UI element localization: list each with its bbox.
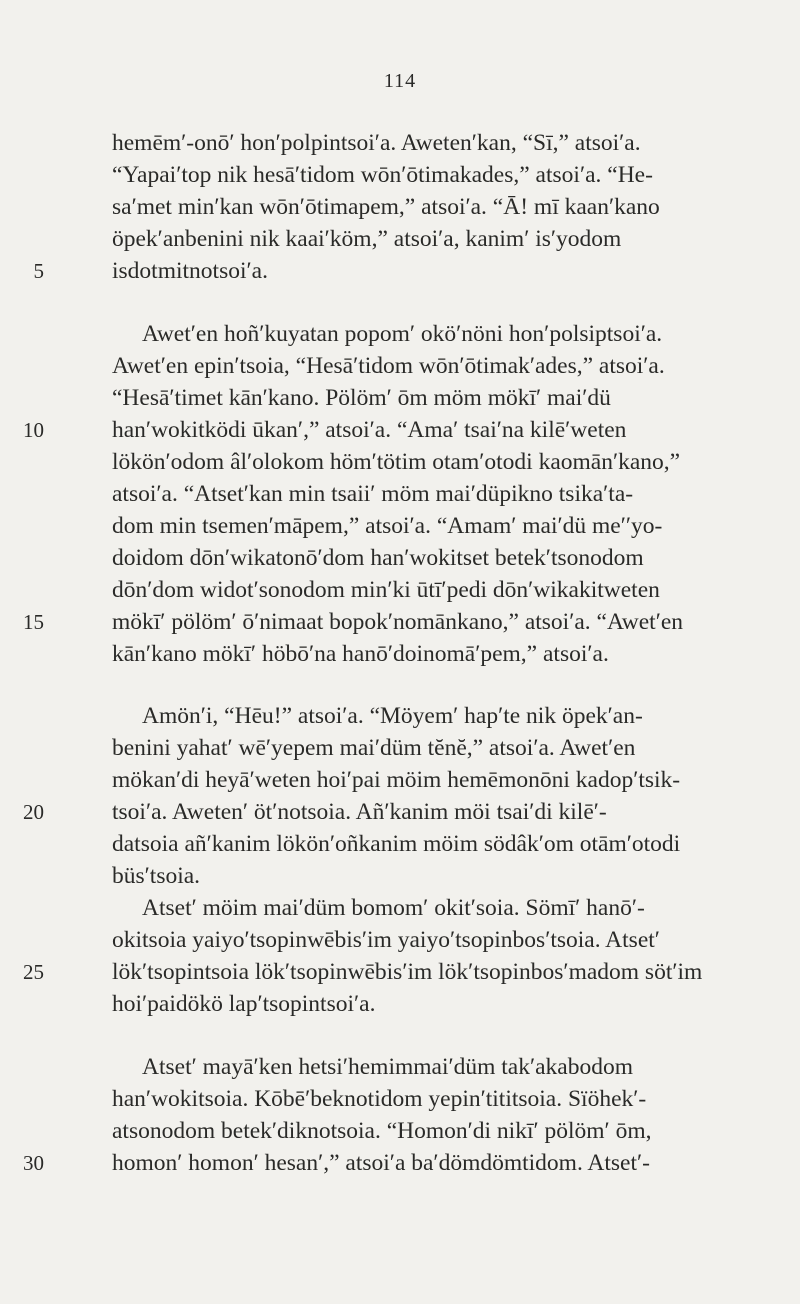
text-line: “Hesā′timet kān′kano. Pölöm′ ōm möm mökī′ mai′dü (112, 385, 611, 411)
text-line: datsoia añ′kanim lökön′oñkanim möim södâk′om otām′otodi (112, 831, 681, 857)
text-line: isdotmitnotsoi′a. (112, 258, 268, 284)
line-number: 25 (23, 960, 44, 984)
line-number: 5 (33, 259, 44, 283)
text-line: atsoi′a. “Atset′kan min tsaii′ möm mai′düpikno tsika′ta- (112, 481, 634, 507)
line-number: 20 (23, 800, 44, 824)
text-line: “Yapai′top nik hesā′tidom wōn′ōtimakades,” atsoi′a. “He- (112, 162, 653, 188)
text-line: okitsoia yaiyo′tsopinwēbis′im yaiyo′tsopinbos′tsoia. Atset′ (112, 927, 660, 953)
page-number: 114 (383, 70, 417, 92)
text-line: benini yahat′ wē′yepem mai′düm tĕnĕ,” atsoi′a. Awet′en (112, 735, 636, 761)
text-line: han′wokitsoia. Kōbē′beknotidom yepin′tititsoia. Sïöhek′- (112, 1086, 647, 1112)
text-line: hemēm′-onō′ hon′polpintsoi′a. Aweten′kan, “Sī,” atsoi′a. (112, 130, 641, 156)
line-number: 15 (23, 610, 44, 634)
text-line: atsonodom betek′diknotsoia. “Homon′di nikī′ pölöm′ ōm, (112, 1118, 652, 1144)
text-line: Atset′ möim mai′düm bomom′ okit′soia. Sömī′ hanō′- (142, 895, 645, 921)
text-line: Amön′i, “Hēu!” atsoi′a. “Möyem′ hap′te nik öpek′an- (142, 703, 643, 729)
text-line: han′wokitködi ūkan′,” atsoi′a. “Ama′ tsai′na kilē′weten (112, 417, 627, 443)
text-line: mökan′di heyā′weten hoi′pai möim hemēmonōni kadop′tsik- (112, 767, 681, 793)
text-line: Awet′en hoñ′kuyatan popom′ okö′nöni hon′polsiptsoi′a. (142, 321, 663, 347)
text-line: sa′met min′kan wōn′ōtimapem,” atsoi′a. “Ā! mī kaan′kano (112, 194, 660, 220)
text-line: lök′tsopintsoia lök′tsopinwēbis′im lök′tsopinbos′madom söt′im (112, 959, 703, 985)
text-line: lökön′odom âl′olokom höm′tötim otam′otodi kaomān′kano,” (112, 449, 681, 475)
text-line: tsoi′a. Aweten′ öt′notsoia. Añ′kanim möi tsai′di kilē′- (112, 799, 607, 825)
text-line: homon′ homon′ hesan′,” atsoi′a ba′dömdömtidom. Atset′- (112, 1150, 650, 1176)
text-line: kān′kano mökī′ höbō′na hanō′doinomā′pem,” atsoi′a. (112, 641, 609, 667)
text-line: dom min tsemen′māpem,” atsoi′a. “Amam′ mai′dü me′′yo- (112, 513, 663, 539)
text-line: mökī′ pölöm′ ō′nimaat bopok′nomānkano,” atsoi′a. “Awet′en (112, 609, 684, 635)
line-number: 10 (23, 418, 44, 442)
text-line: büs′tsoia. (112, 863, 201, 889)
text-line: doidom dōn′wikatonō′dom han′wokitset betek′tsonodom (112, 545, 644, 571)
text-line: öpek′anbenini nik kaai′köm,” atsoi′a, kanim′ is′yodom (112, 226, 622, 252)
text-line: Awet′en epin′tsoia, “Hesā′tidom wōn′ōtimak′ades,” atsoi′a. (112, 353, 665, 379)
line-number: 30 (23, 1151, 44, 1175)
text-line: dōn′dom widot′sonodom min′ki ūtī′pedi dōn′wikakitweten (112, 577, 660, 603)
text-line: hoi′paidökö lap′tsopintsoi′a. (112, 991, 376, 1017)
text-line: Atset′ mayā′ken hetsi′hemimmai′düm tak′akabodom (142, 1054, 634, 1080)
